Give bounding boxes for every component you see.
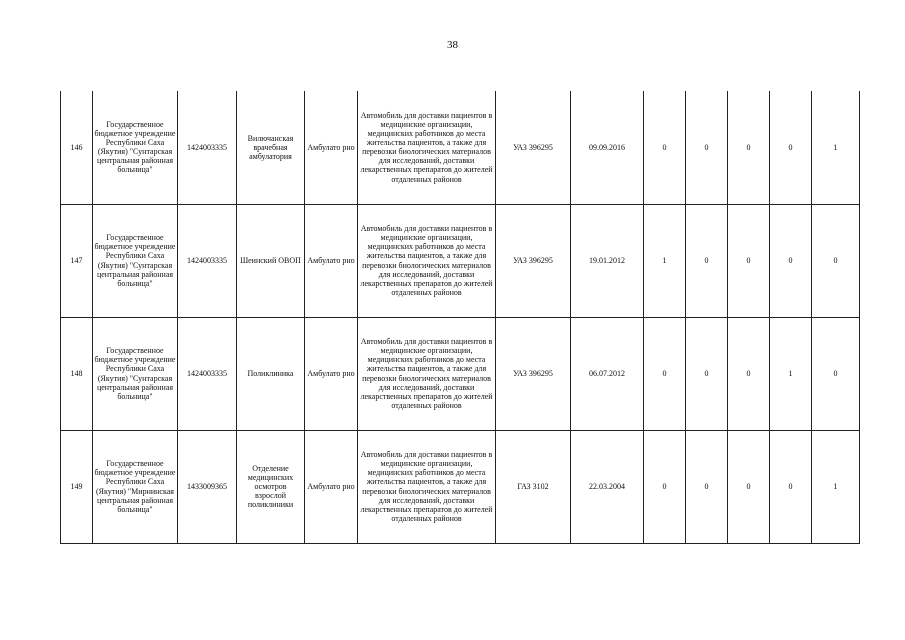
date-cell: 09.09.2016 (571, 91, 644, 204)
date-cell: 19.01.2012 (571, 204, 644, 317)
count-cell-2: 0 (686, 430, 728, 543)
table-row (61, 430, 860, 543)
table-row (61, 91, 860, 204)
care-type-cell: Амбулато рно (305, 430, 358, 543)
vehicle-model-cell: УАЗ 396295 (496, 91, 571, 204)
count-cell-1: 1 (644, 204, 686, 317)
organization-cell: Государственное бюджетное учреждение Республики Саха (Якутия) "Мирнинская центральная районная больница" (93, 430, 178, 543)
row-number-cell: 149 (61, 430, 93, 543)
row-number-cell: 146 (61, 91, 93, 204)
row-number-cell: 148 (61, 317, 93, 430)
table-row (61, 204, 860, 317)
count-cell-3: 0 (728, 91, 770, 204)
division-cell: Отделение медицинских осмотров взрослой поликлиники (237, 430, 305, 543)
count-cell-5: 1 (812, 430, 860, 543)
count-cell-4: 1 (770, 317, 812, 430)
row-number-cell: 147 (61, 204, 93, 317)
inn-cell: 1424003335 (178, 204, 237, 317)
care-type-cell: Амбулато рно (305, 204, 358, 317)
count-cell-5: 1 (812, 91, 860, 204)
date-cell: 06.07.2012 (571, 317, 644, 430)
division-cell: Шеинский ОВОП (237, 204, 305, 317)
organization-cell: Государственное бюджетное учреждение Республики Саха (Якутия) "Сунтарская центральная районная больница" (93, 317, 178, 430)
count-cell-4: 0 (770, 204, 812, 317)
vehicle-model-cell: УАЗ 396295 (496, 204, 571, 317)
count-cell-1: 0 (644, 317, 686, 430)
count-cell-1: 0 (644, 430, 686, 543)
purpose-cell: Автомобиль для доставки пациентов в медицинские организации, медицинских работников до места жительства пациентов, а также для перевозки биологических материалов для исследований, доставки лекарственных препаратов до жителей отдаленных районов (358, 204, 496, 317)
vehicle-model-cell: УАЗ 396295 (496, 317, 571, 430)
inn-cell: 1424003335 (178, 317, 237, 430)
division-cell: Вилючанская врачебная амбулатория (237, 91, 305, 204)
count-cell-2: 0 (686, 204, 728, 317)
count-cell-4: 0 (770, 91, 812, 204)
count-cell-3: 0 (728, 204, 770, 317)
count-cell-2: 0 (686, 317, 728, 430)
vehicle-model-cell: ГАЗ 3102 (496, 430, 571, 543)
table-row (61, 317, 860, 430)
count-cell-5: 0 (812, 317, 860, 430)
organization-cell: Государственное бюджетное учреждение Республики Саха (Якутия) "Сунтарская центральная районная больница" (93, 91, 178, 204)
vehicle-table (60, 91, 860, 544)
organization-cell: Государственное бюджетное учреждение Республики Саха (Якутия) "Сунтарская центральная районная больница" (93, 204, 178, 317)
count-cell-3: 0 (728, 430, 770, 543)
count-cell-4: 0 (770, 430, 812, 543)
care-type-cell: Амбулато рно (305, 317, 358, 430)
purpose-cell: Автомобиль для доставки пациентов в медицинские организации, медицинских работников до места жительства пациентов, а также для перевозки биологических материалов для исследований, доставки лекарственных препаратов до жителей отдаленных районов (358, 91, 496, 204)
count-cell-2: 0 (686, 91, 728, 204)
care-type-cell: Амбулато рно (305, 91, 358, 204)
purpose-cell: Автомобиль для доставки пациентов в медицинские организации, медицинских работников до места жительства пациентов, а также для перевозки биологических материалов для исследований, доставки лекарственных препаратов до жителей отдаленных районов (358, 317, 496, 430)
page-number: 38 (447, 39, 458, 51)
purpose-cell: Автомобиль для доставки пациентов в медицинские организации, медицинских работников до места жительства пациентов, а также для перевозки биологических материалов для исследований, доставки лекарственных препаратов до жителей отдаленных районов (358, 430, 496, 543)
division-cell: Поликлиника (237, 317, 305, 430)
inn-cell: 1433009365 (178, 430, 237, 543)
count-cell-1: 0 (644, 91, 686, 204)
count-cell-3: 0 (728, 317, 770, 430)
date-cell: 22.03.2004 (571, 430, 644, 543)
inn-cell: 1424003335 (178, 91, 237, 204)
count-cell-5: 0 (812, 204, 860, 317)
